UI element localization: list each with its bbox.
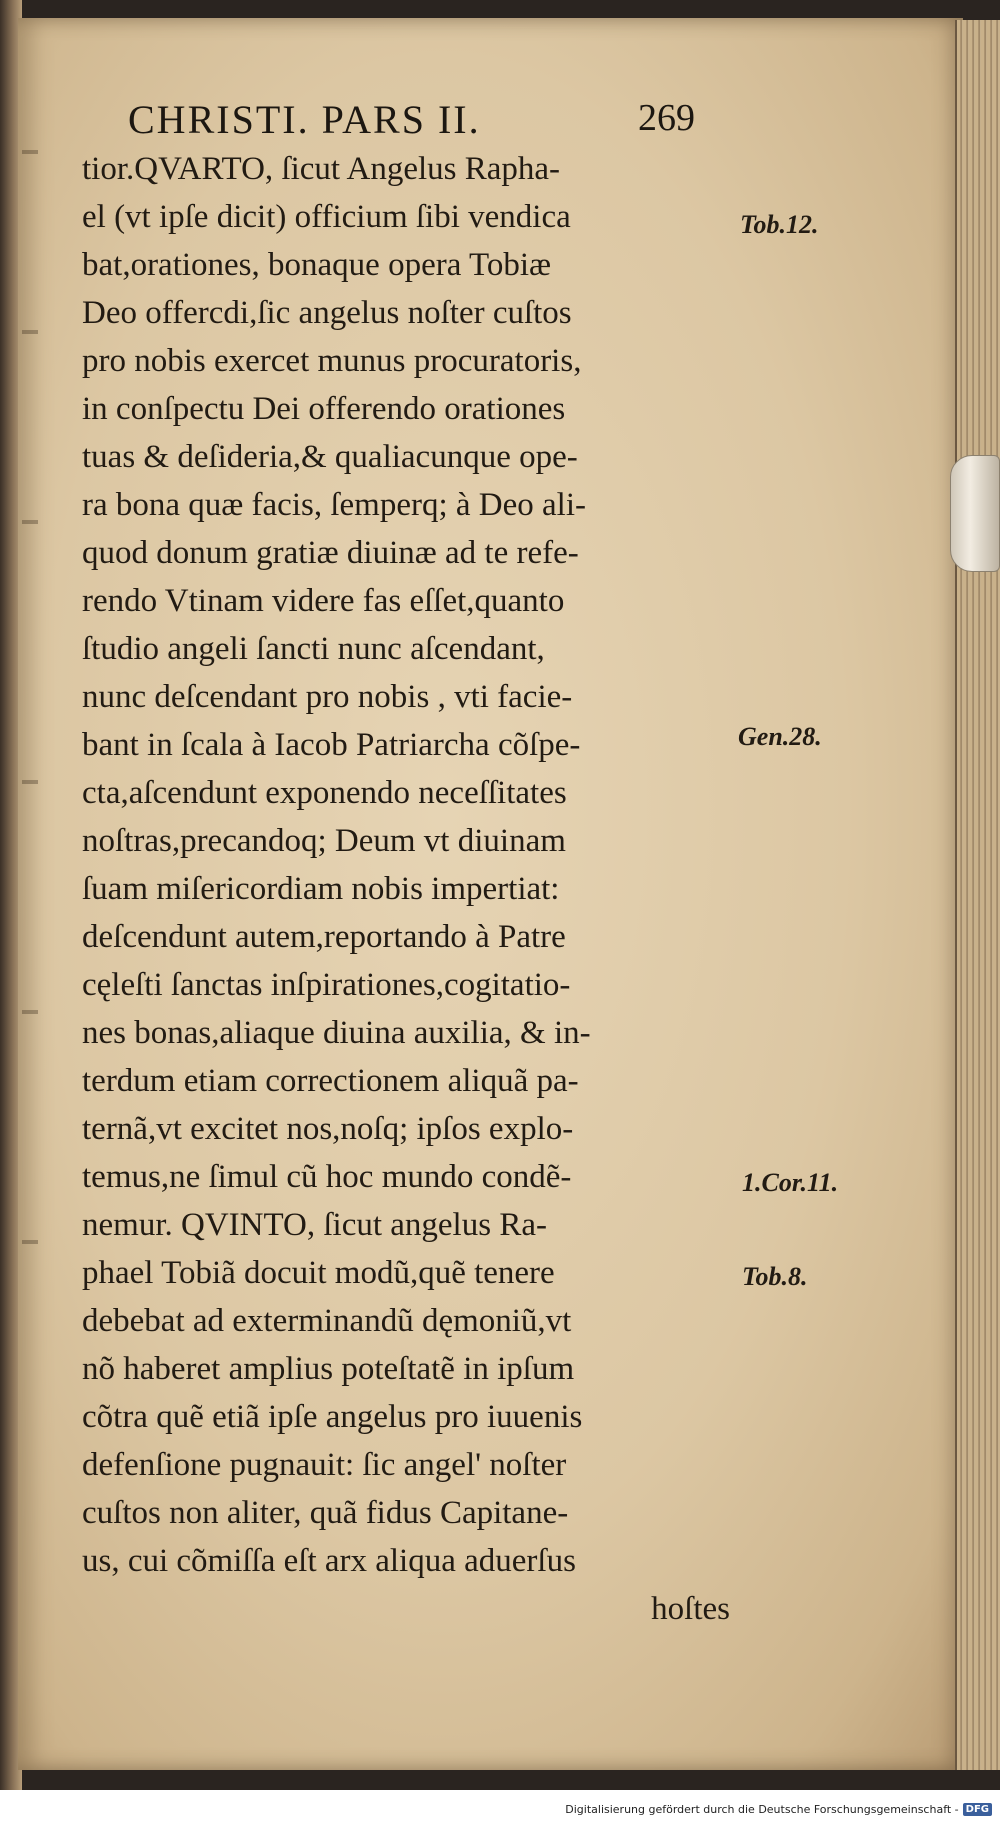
text-line: debebat ad exterminandũ dęmoniũ,vt — [82, 1303, 572, 1339]
margin-note-tob8: Tob.8. — [742, 1262, 808, 1291]
text-line: ſtudio angeli ſancti nunc aſcendant, — [82, 631, 545, 667]
bleed-mark — [22, 1010, 38, 1014]
text-line: nemur. QVINTO, ſicut angelus Ra- — [82, 1207, 547, 1243]
page-edges — [955, 20, 1000, 1770]
text-line: el (vt ipſe dicit) officium ſibi vendica — [82, 199, 571, 235]
footer-credit-text: Digitalisierung gefördert durch die Deutsche Forschungsgemeinschaft - — [565, 1803, 959, 1816]
text-line: nõ haberet amplius poteſtatẽ in ipſum — [82, 1351, 575, 1387]
text-line: quod donum gratiæ diuinæ ad te refe- — [82, 535, 579, 571]
text-line: bant in ſcala à Iacob Patriarcha cõſpe- — [82, 727, 581, 763]
text-line: pro nobis exercet munus procuratoris, — [82, 343, 582, 379]
margin-note-cor11: 1.Cor.11. — [742, 1168, 839, 1197]
text-line: us, cui cõmiſſa eſt arx aliqua aduerſus — [82, 1543, 576, 1579]
text-line: defenſione pugnauit: ſic angel' noſter — [82, 1447, 567, 1483]
bleed-mark — [22, 780, 38, 784]
text-line: bat,orationes, bonaque opera Tobiæ — [82, 247, 552, 283]
body-text — [82, 145, 732, 1633]
text-line: hoſtes — [651, 1591, 730, 1627]
text-line: tior.QVARTO, ſicut Angelus Rapha- — [82, 151, 561, 187]
text-line: nes bonas,aliaque diuina auxilia, & in- — [82, 1015, 591, 1051]
bleed-mark — [22, 1240, 38, 1244]
text-line: deſcendunt autem,reportando à Patre — [82, 919, 566, 955]
text-line: phael Tobiã docuit modũ,quẽ tenere — [82, 1255, 555, 1291]
text-line: cta,aſcendunt exponendo neceſſitates — [82, 775, 567, 811]
footer-credit — [565, 1803, 992, 1816]
bleed-mark — [22, 330, 38, 334]
text-line: in conſpectu Dei offerendo orationes — [82, 391, 566, 427]
bleed-mark — [22, 150, 38, 154]
text-line: tuas & deſideria,& qualiacunque ope- — [82, 439, 578, 475]
book-clasp — [950, 455, 1000, 572]
bleed-mark — [22, 520, 38, 524]
text-line: terdum etiam correctionem aliquã pa- — [82, 1063, 579, 1099]
text-line: cęleſti ſanctas inſpirationes,cogitatio- — [82, 967, 571, 1003]
page-number: 269 — [638, 97, 695, 139]
text-line: cuſtos non aliter, quã fidus Capitane- — [82, 1495, 569, 1531]
text-line: ra bona quæ facis, ſemperq; à Deo ali- — [82, 487, 586, 523]
text-line: noſtras,precandoq; Deum vt diuinam — [82, 823, 566, 859]
running-head: CHRISTI. PARS II. — [128, 97, 481, 142]
text-line: ternã,vt excitet nos,noſq; ipſos explo- — [82, 1111, 574, 1147]
text-line: temus,ne ſimul cũ hoc mundo condẽ- — [82, 1159, 572, 1195]
margin-note-gen28: Gen.28. — [738, 722, 822, 751]
text-line: nunc deſcendant pro nobis , vti facie- — [82, 679, 573, 715]
dfg-logo: DFG — [963, 1803, 992, 1816]
text-line: Deo offercdi,ſic angelus noſter cuſtos — [82, 295, 572, 331]
text-line: cõtra quẽ etiã ipſe angelus pro iuuenis — [82, 1399, 583, 1435]
text-line: ſuam miſericordiam nobis impertiat: — [82, 871, 560, 907]
text-line: rendo Vtinam videre fas eſſet,quanto — [82, 583, 565, 619]
margin-note-tob12: Tob.12. — [740, 210, 819, 239]
